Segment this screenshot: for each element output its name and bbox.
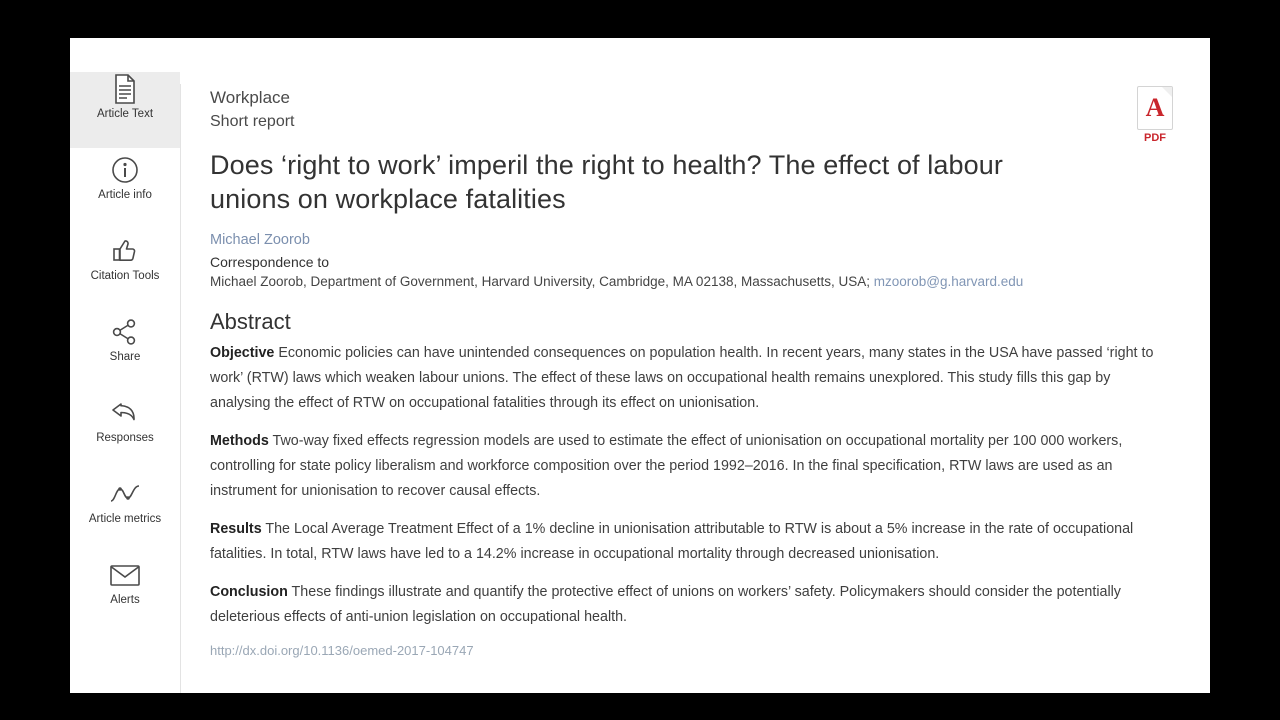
sidebar-item-responses[interactable] <box>70 396 180 472</box>
correspondence-label: Correspondence to <box>210 254 330 270</box>
abstract-results-text: The Local Average Treatment Effect of a 1% decline in unionisation attributable to RTW is about a 5% increase in the rate of occupational fatalities. In total, RTW laws have led to a 14.2% increase in occupational mortality through decreased unionisation. <box>210 521 1134 562</box>
abstract-objective-text: Economic policies can have unintended consequences on population health. In recent years, many states in the USA have passed ‘right to work’ (RTW) laws which weaken labour unions. The effect of these laws on occupational health remains unexplored. This study fills this gap by analysing the effect of RTW on occupational fatalities through its effect on unionisation. <box>210 345 1154 411</box>
abstract-methods <box>210 429 1156 504</box>
pdf-icon-letter: A <box>1145 93 1165 122</box>
sidebar-item-label: Alerts <box>110 594 140 606</box>
correspondence-line <box>210 274 1156 289</box>
reply-arrow-icon <box>110 396 140 430</box>
correspondence-text: Michael Zoorob, Department of Government, Harvard University, Cambridge, MA 02138, Massachusetts, USA; <box>210 274 874 289</box>
sidebar-item-share[interactable] <box>70 315 180 391</box>
sidebar-item-label: Article Text <box>96 108 154 120</box>
abstract-objective-label: Objective <box>210 345 275 361</box>
pdf-download-button[interactable] <box>1132 86 1178 144</box>
abstract-heading: Abstract <box>210 309 291 334</box>
article-content <box>180 38 1210 693</box>
sidebar-item-label: Article metrics <box>88 513 162 525</box>
abstract-conclusion-label: Conclusion <box>210 584 288 600</box>
abstract-conclusion <box>210 580 1156 630</box>
article-type: Short report <box>210 113 295 130</box>
thumbs-up-icon <box>111 234 139 268</box>
sidebar-item-article-text[interactable] <box>70 72 180 148</box>
sidebar-item-label: Share <box>109 351 141 363</box>
article-kicker <box>210 86 1156 134</box>
article-author[interactable]: Michael Zoorob <box>210 232 310 248</box>
info-circle-icon <box>111 153 139 187</box>
abstract-methods-label: Methods <box>210 433 269 449</box>
chart-line-icon <box>109 477 141 511</box>
sidebar-item-label: Citation Tools <box>90 270 160 282</box>
abstract-conclusion-text: These findings illustrate and quantify the protective effect of unions on workers’ safety. Policymakers should consider the potentially deleterious effects of anti-union legislation on occupational health. <box>210 584 1121 625</box>
sidebar-item-label: Responses <box>96 432 154 444</box>
sidebar-item-label: Article info <box>98 189 152 201</box>
article-sidebar-toolbar <box>70 38 180 693</box>
article-doi[interactable]: http://dx.doi.org/10.1136/oemed-2017-104747 <box>210 643 474 658</box>
page-title: Does ‘right to work’ imperil the right to health? The effect of labour unions on workplace fatalities <box>210 150 1003 214</box>
correspondence-email-link[interactable]: mzoorob@g.harvard.edu <box>873 274 1024 289</box>
article-section: Workplace <box>210 88 290 107</box>
share-nodes-icon <box>111 315 139 349</box>
sidebar-item-alerts[interactable] <box>70 558 180 634</box>
envelope-icon <box>109 558 141 592</box>
article-page <box>70 38 1210 693</box>
abstract-results <box>210 517 1156 567</box>
abstract-objective <box>210 341 1156 416</box>
sidebar-item-article-info[interactable] <box>70 153 180 229</box>
abstract-methods-text: Two-way fixed effects regression models are used to estimate the effect of unionisation on occupational mortality per 100 000 workers, controlling for state policy liberalism and workforce composition over the period 1992–2016. In the final specification, RTW laws are used as an instrument for unionisation to recover causal effects. <box>210 433 1123 499</box>
sidebar-item-article-metrics[interactable] <box>70 477 180 553</box>
abstract-results-label: Results <box>210 521 262 537</box>
pdf-label: PDF <box>1144 132 1166 144</box>
pdf-icon <box>1137 86 1173 130</box>
sidebar-item-citation-tools[interactable] <box>70 234 180 310</box>
document-icon <box>113 72 137 106</box>
